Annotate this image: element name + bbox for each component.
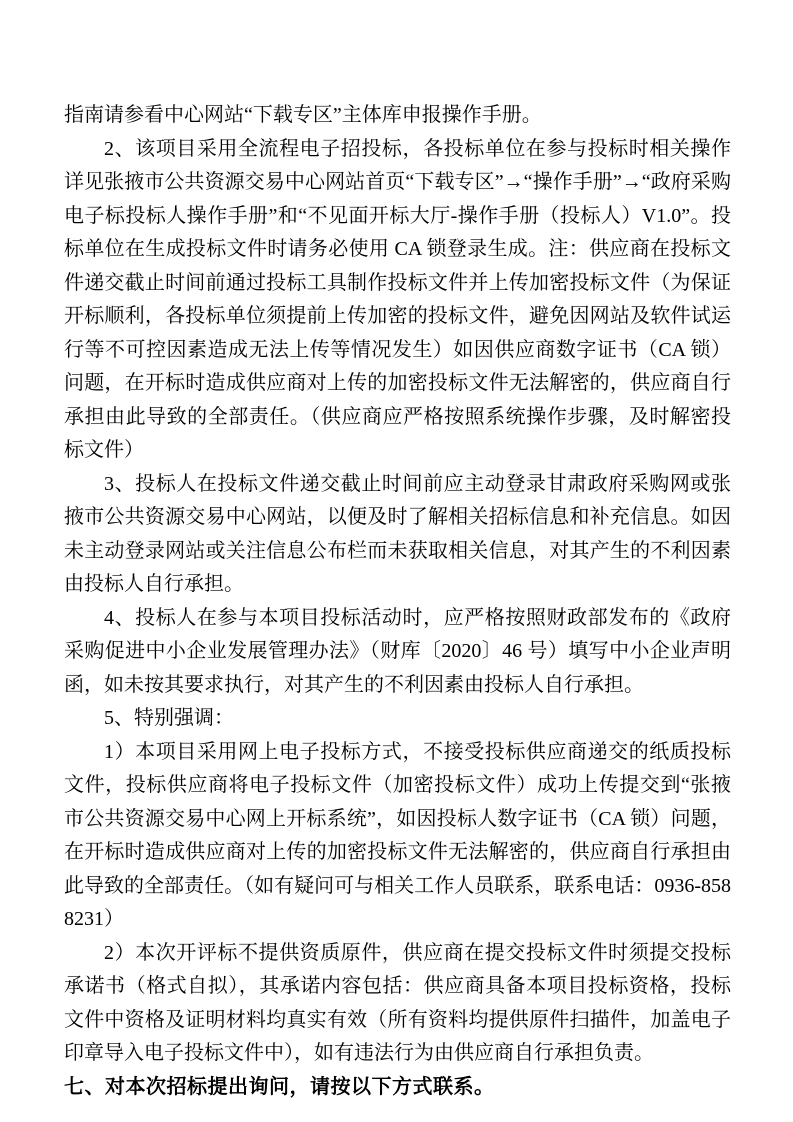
paragraph-item-5-sub-2: 2）本次开评标不提供资质原件，供应商在提交投标文件时须提交投标承诺书（格式自拟），其承诺内容包括：供应商具备本项目投标资格，投标文件中资格及证明材料均真实有效（所有资料均提供原件扫描件，加盖电子印章导入电子投标文件中），如有违法行为由供应商自行承担负责。 [64, 941, 731, 1064]
paragraph-item-3: 3、投标人在投标文件递交截止时间前应主动登录甘肃政府采购网或张掖市公共资源交易中心网站，以便及时了解相关招标信息和补充信息。如因未主动登录网站或关注信息公布栏而未获取相关信息，对其产生的不利因素由投标人自行承担。 [64, 472, 731, 595]
section-heading-7: 七、对本次招标提出询问，请按以下方式联系。 [64, 1075, 495, 1098]
paragraph-item-5: 5、特别强调： [104, 707, 234, 729]
paragraph-item-2: 2、该项目采用全流程电子招投标，各投标单位在参与投标时相关操作详见张掖市公共资源交易中心网站首页“下载专区”→“操作手册”→“政府采购电子标投标人操作手册”和“不见面开标大厅-操作手册（投标人）V1.0”。投标单位在生成投标文件时请务必使用 CA 锁登录生成。注：供应商在投标文件递交截止时间前通过投标工具制作投标文件并上传加密投标文件（为保证开标顺利，各投标单位须提前上传加密的投标文件，避免因网站及软件试运行等不可控因素造成无法上传等情况发生）如因供应商数字证书（CA 锁）问题，在开标时造成供应商对上传的加密投标文件无法解密的，供应商自行承担由此导致的全部责任。（供应商应严格按照系统操作步骤，及时解密投标文件） [64, 137, 731, 461]
document-body [64, 99, 731, 1104]
paragraph-item-5-sub-1: 1）本项目采用网上电子投标方式，不接受投标供应商递交的纸质投标文件，投标供应商将电子投标文件（加密投标文件）成功上传提交到“张掖市公共资源交易中心网上开标系统”，如因投标人数字证书（CA 锁）问题，在开标时造成供应商对上传的加密投标文件无法解密的，供应商自行承担由此导致的全部责任。（如有疑问可与相关工作人员联系，联系电话：0936-8588231） [64, 740, 731, 930]
paragraph-item-4: 4、投标人在参与本项目投标活动时，应严格按照财政部发布的《政府采购促进中小企业发展管理办法》（财库〔2020〕46 号）填写中小企业声明函，如未按其要求执行，对其产生的不利因素由投标人自行承担。 [64, 606, 731, 696]
paragraph-intro-continuation: 指南请参看中心网站“下载专区”主体库申报操作手册。 [64, 104, 542, 126]
